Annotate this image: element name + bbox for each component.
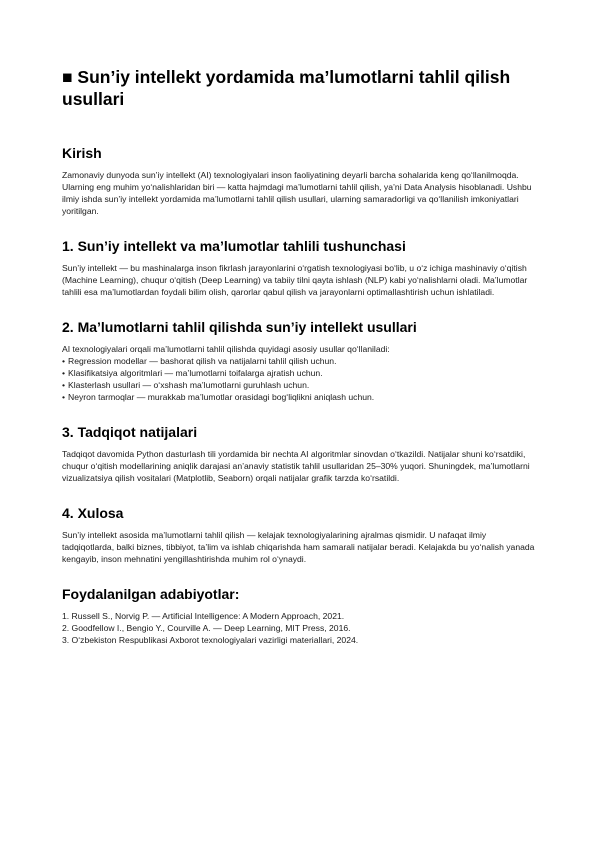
section-methods <box>62 318 538 403</box>
document-title: ■ Sun’iy intellekt yordamida ma’lumotlarni tahlil qilish usullari <box>62 67 511 109</box>
list-item <box>62 367 538 379</box>
reference-item: 3. O‘zbekiston Respublikasi Axborot texnologiyalari vazirligi materiallari, 2024. <box>62 635 359 645</box>
section-paragraph: AI texnologiyalari orqali ma’lumotlarni tahlil qilishda quyidagi asosiy usullar qo‘llaniladi: <box>62 344 390 354</box>
section-heading: Kirish <box>62 145 102 161</box>
section-results <box>62 423 538 484</box>
bullet-icon: • <box>62 368 66 378</box>
references-list <box>62 610 538 646</box>
reference-item: 2. Goodfellow I., Bengio Y., Courville A. — Deep Learning, MIT Press, 2016. <box>62 623 351 633</box>
list-item-text: Klasterlash usullari — o‘xshash ma’lumotlarni guruhlash uchun. <box>68 380 310 390</box>
bullet-icon: • <box>62 380 66 390</box>
document-page <box>62 66 538 666</box>
section-heading: 4. Xulosa <box>62 505 124 521</box>
list-item <box>62 391 538 403</box>
bullet-icon: • <box>62 392 66 402</box>
section-concepts <box>62 237 538 298</box>
section-heading: 1. Sun’iy intellekt va ma’lumotlar tahlili tushunchasi <box>62 238 406 254</box>
methods-list <box>62 355 538 403</box>
section-paragraph: Tadqiqot davomida Python dasturlash tili yordamida bir nechta AI algoritmlar sinovdan o‘tkazildi. Natijalar shuni ko‘rsatdiki, chuqur o‘qitish modellarining aniqlik darajasi an’anaviy statistik tahlil usullaridan 25–30% yuqori. Shuningdek, ma’lumotlarni vizualizatsiya qilish vositalari (Matplotlib, Seaborn) orqali natijalar grafik tarzda ko‘rsatildi. <box>62 449 530 483</box>
list-item-text: Regression modellar — bashorat qilish va natijalarni tahlil qilish uchun. <box>68 356 337 366</box>
reference-item: 1. Russell S., Norvig P. — Artificial Intelligence: A Modern Approach, 2021. <box>62 611 345 621</box>
section-introduction <box>62 144 538 217</box>
list-item <box>62 379 538 391</box>
section-paragraph: Zamonaviy dunyoda sun’iy intellekt (AI) texnologiyalari inson faoliyatining deyarli barcha sohalarida keng qo‘llanilmoqda. Ularning eng muhim yo‘nalishlaridan biri — katta hajmdagi ma’lumotlarni tahlil qilish, ya’ni Data Analysis hisoblanadi. Ushbu ilmiy ishda sun’iy intellekt yordamida ma’lumotlarni tahlil qilish usullari, ularning samaradorligi va qo‘llanilish imkoniyatlari yoritilgan. <box>62 170 532 216</box>
section-references <box>62 585 538 646</box>
list-item <box>62 355 538 367</box>
section-paragraph: Sun’iy intellekt asosida ma’lumotlarni tahlil qilish — kelajak texnologiyalarining ajralmas qismidir. U nafaqat ilmiy tadqiqotlarda, balki biznes, tibbiyot, ta’lim va ishlab chiqarishda ham samarali natijalar beradi. Kelajakda bu yo‘nalish yanada kengayib, inson mehnatini yengillashtirishda muhim rol o‘ynaydi. <box>62 530 535 564</box>
section-heading: 2. Ma’lumotlarni tahlil qilishda sun’iy intellekt usullari <box>62 319 417 335</box>
section-heading: 3. Tadqiqot natijalari <box>62 424 198 440</box>
list-item-text: Neyron tarmoqlar — murakkab ma’lumotlar orasidagi bog‘liqlikni aniqlash uchun. <box>68 392 375 402</box>
section-paragraph: Sun’iy intellekt — bu mashinalarga inson fikrlash jarayonlarini o‘rgatish texnologiyasi bo‘lib, u o‘z ichiga mashinaviy o‘qitish (Machine Learning), chuqur o‘qitish (Deep Learning) va tabiiy tilni qayta ishlash (NLP) kabi yo‘nalishlarni oladi. Ma’lumotlar tahlili esa ma’lumotlardan foydali bilim olish, qarorlar qabul qilish va jarayonlarni optimallashtirish uchun ishlatiladi. <box>62 263 528 297</box>
section-conclusion <box>62 504 538 565</box>
references-heading: Foydalanilgan adabiyotlar: <box>62 586 240 602</box>
list-item-text: Klasifikatsiya algoritmlari — ma’lumotlarni toifalarga ajratish uchun. <box>68 368 323 378</box>
bullet-icon: • <box>62 356 66 366</box>
